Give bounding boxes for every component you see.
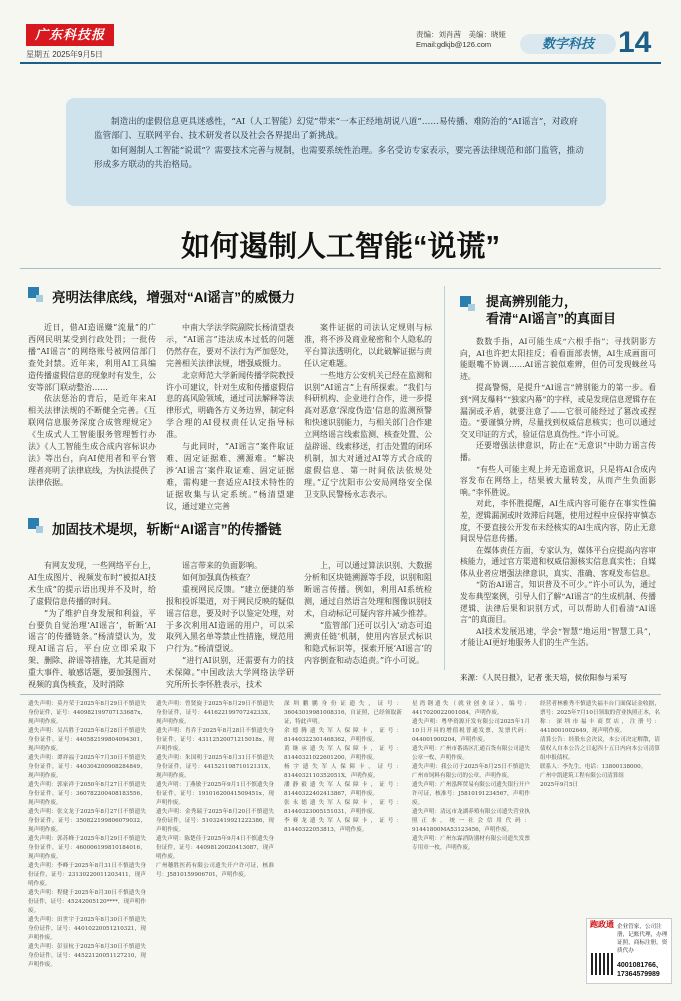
notice-column-4 (412, 700, 530, 853)
notice-item: 遗失声明：金秀瑞于2025年8月20日不慎遗失身份证件，证号：51032419921222386，现声明作废。 (156, 809, 274, 833)
qr-code-icon (591, 953, 613, 975)
section-marker-icon (36, 526, 43, 533)
section1-title: 亮明法律底线，增强对“AI谣言”的威慑力 (52, 290, 295, 305)
notice-item: 李赛龙遗失军人保障卡，证号：81440322053813，声明作废。 (284, 818, 402, 833)
notice-item: 遗失声明：吴昌胜于2025年8月28日不慎遗失身份证件，证号：440582199804094301，现声明作废。 (28, 728, 146, 752)
section-marker-icon (36, 295, 43, 302)
article-paragraph: 还要增强法律意识，防止在“无意识”中助力谣言传播。 (460, 441, 656, 462)
notice-column-2 (156, 700, 274, 880)
notice-item: 遗失声明：谭祥福于2025年7月30日不慎遗失身份证件，证号：440304200908284849，现声明作废。 (28, 755, 146, 779)
intro-box (66, 98, 606, 206)
notice-item: 经营者林雅秀不慎遗失福丰台门面保证金收据，票号：2025年7月10日领取的营业执照正本，名称：深圳市福丰商贸店，注册号：4418001002649，现声明作废。 (540, 701, 661, 734)
article-paragraph: 如何加强真伪核查？ (182, 572, 254, 582)
email-line: Email:gdkjb@126.com (416, 40, 492, 49)
article-source: 来源：《人民日报》，记者 张天培，侯依阳参与采写 (460, 673, 628, 682)
article-paragraph: 谣言带来的负面影响。 (182, 561, 262, 570)
article-paragraph: 提高警惕，是提升“AI谣言”辨别能力的第一步。看到“网友爆料”“独家内幕”的字样，或是发现信息逻辑存在漏洞或矛盾，就要注意了——它很可能经过了篡改或捏造。“要谨慎分辨，尽量找到权威信息核实；也可以通过交叉印证的方式，验证信息真伪性。”许小可说。 (460, 383, 656, 439)
article-paragraph: “防治AI谣言，知识普及不可少。”许小可认为，通过发布典型案例，引导人们了解“AI谣言”的生成机制、传播逻辑、法律后果和识别方式，可以帮助人们看清“AI谣言”的真面目。 (460, 580, 657, 625)
article-paragraph: 近日，借AI造谣赚“流量”的广西网民明某受到行政处罚；一批传播“AI谣言”的网络账号被网信部门查处封禁。近年来，利用AI工具编造传播虚假信息的现象时有发生，公安等部门联动整治…… (28, 323, 156, 392)
intro-paragraph: 如何遏制人工智能“说谎”？需要技术完善与规制，也需要系统性治理。多名受访专家表示，要完善法律规范和部门监管，推动形成多方联动的共治格局。 (94, 146, 584, 170)
ad-text: 企业管家，公司注册，记账代理，办理证照，商标注册，资质代办 (617, 924, 668, 954)
notice-item: 遗失声明：清远市龙湖养殖有限公司遗失营业执照正本，统一社会信用代码：91441800MA53123456，声明作废。 (412, 809, 530, 833)
notice-item: 星湾钢遗失（就业创业证），编号：4417020022001084，声明作废。 (412, 701, 530, 716)
notice-item: 遗失声明：我公司于2025年8月25日不慎遗失广州市饲料有限公司的公章，声明作废。 (412, 764, 530, 779)
article-paragraph: AI技术发展迅速，学会“智慧”地运用“智慧工具”，才能让AI更好地服务人们的生产生活。 (460, 626, 656, 648)
notice-item: 遗失声明：朱国明于2025年8月31日不慎遗失身份证件，证号：44152119871012131X，现声明作废。 (156, 755, 274, 779)
notice-item: 遗失声明：郭家祥于2050年8月27日不慎遗失身份证件，证号：360782200408183556，现声明作废。 (28, 782, 146, 806)
article-paragraph: 有网友发现，一些网络平台上，AI生成图片、视频发布时“被拟AI技术生成”的提示语出现并不及时，给了虚假信息传播的时间。 (28, 561, 156, 606)
editors-line: 责编：刘肖茜 美编：晓娅 (416, 30, 506, 39)
notice-item: 遗失声明：郭苏峰于2025年8月29日不慎遗失身份证件，证号：460006199810184016，现声明作废。 (28, 836, 146, 860)
notice-item: 遗失声明：广州市番禺区汇通百货有限公司遗失公章一枚，声明作废。 (412, 746, 530, 761)
article-paragraph: 案件证据的司法认定规则与标准，将不涉及商业秘密和个人隐私的平台算法透明化，以此破解证据与责任认定难题。 (304, 323, 432, 368)
date-line: 星期五 2025年9月5日 (26, 50, 103, 59)
notice-item: 遗失声明：陈楚佳于2025年9月4日不慎遗失身份证件，证号：44098120020413087，现声明作废。 (156, 836, 274, 860)
section2-title: 加固技术堤坝，斩断“AI谣言”的传播链 (52, 522, 282, 537)
article-paragraph: 中南大学法学院副院长杨清望表示，“AI谣言”违法成本过低的问题仍然存在，要对不法行为严加惩处，完善相关法律法规，增强威慑力。 (166, 323, 294, 368)
page-headline: 如何遏制人工智能“说谎” (180, 231, 500, 263)
notice-item: 遗失声明：曾贤旋于2025年8月29日不慎遗失身份证件，证号：44162219970724233X，现声明作废。 (156, 701, 274, 725)
notice-item: 遗失声明：彭显杭于2025年8月30日不慎遗失身份证件，证号：44522120051127210，现声明作废。 (28, 944, 146, 968)
notice-item: 遗失声明：程健于2025年8月30日不慎遗失身份证件，证号：45242005120****，现声明作废。 (28, 890, 146, 914)
section-marker-icon (468, 304, 475, 311)
notice-item: 联系人：李先生，电话：13800138000。 (540, 764, 647, 770)
article-paragraph: 一些地方公安机关已经在监测和识别“AI谣言”上有所探索。“我们与科研机构、企业进行合作，进一步提高对恶意‘深度伪造’信息的监测预警和快速识别能力，与相关部门合作建立网络谣言线索监测、核查处置、公益辟谣、线索移送，打击处置的闭环机制，加大对通过AI等方式合成的虚假信息、第一时间依法依规处理。”辽宁沈阳市公安局网络安全保卫支队民警杨永志表示。 (304, 370, 432, 499)
intro-paragraph: 制造出的虚假信息更具迷惑性，“AI（人工智能）幻觉”带来“一本正经地胡说八道”……易传播、难防治的“AI谣言”，对政府监管部门、互联网平台、技术研发者以及社会各界提出了新挑战。 (94, 117, 578, 141)
notice-item: 潘静毅遗失军人保障卡，证号：81440322402413867，声明作废。 (284, 782, 402, 797)
article-paragraph: “监管部门还可以引入‘动态可追溯责任链’机制，使用内容层式标识和隐式标识等，探索开展‘AI谣言’的内容倒查和动态追责。”许小可说。 (304, 620, 432, 666)
notice-column-3 (284, 700, 402, 835)
article-paragraph: 数数手指，AI可能生成“六根手指”；寻找阴影方向，AI也许把太阳挂反；看看面部表情，AI生成画面可能眼嘴不协调……AI谣言貌似难辨，但仍可发现蛛丝马迹。 (460, 337, 656, 381)
article-paragraph: “有些人可能主观上并无造谣意识，只是将AI合成内容发布在网络上，结果被大量转发，从而产生负面影响。”李怀胜说。 (460, 464, 656, 497)
notice-item: 遗失声明：广州东霖消防器材有限公司遗失发票专用章一枚，声明作废。 (412, 836, 530, 851)
ad-title: 跑政通 (590, 920, 614, 929)
advertisement (586, 918, 672, 984)
notice-item: 黄继承遗失军人保障卡，证号：81440321022601200，声明作废。 (284, 746, 402, 761)
section3-title-line: 提高辨别能力， (486, 294, 578, 309)
notice-item: 广州穗胜医药有限公司遗失开户许可证，核准号：J5810159906701，声明作废。 (156, 863, 274, 878)
column-divider (444, 286, 445, 670)
article-paragraph: 与此同时，“AI谣言”案件取证难、固定证据难、溯源难。“解决涉‘AI谣言’案件取证难、固定证据难，需构建一套适应AI技术特性的证据收集与认定系统。”杨清望建议，通过建立完善 (166, 442, 294, 511)
article-paragraph: 上，可以通过算法识别、大数据分析和区块链溯源等手段，识别和阻断谣言传播。例如，利用AI系统检测，通过自然语言处理和图像识别技术，自动标记可疑内容并减少推荐。 (304, 561, 432, 618)
section2-column-2 (166, 560, 294, 691)
notice-item: 遗失声明：李峰于2025年8月31日不慎遗失身份证件，证号：23130220011203411，现声明作废。 (28, 863, 146, 887)
notice-item: 张永德遗失军人保障卡，证号：81440323005151031，声明作废。 (284, 800, 402, 815)
notice-item: 遗失声明：肖乔于2025年8月28日不慎遗失身份证件，证号：43112520071215018x，现声明作废。 (156, 728, 274, 752)
notice-item: 余德腾遗失军人保障卡，证号：81440322301468362，声明作废。 (284, 728, 402, 743)
article-paragraph: 对此，李怀胜提醒，AI生成内容可能存在事实性偏差，逻辑漏洞或时效滞后问题，使用过程中应保持审慎态度，不要直接公开发布未经核实的AI生成内容，防止无意间误导信息传播。 (460, 499, 656, 544)
headline-rule (20, 268, 661, 269)
notice-column-5 (540, 700, 660, 790)
section3-column (460, 336, 656, 649)
section1-column-2 (166, 322, 294, 513)
section3-title-line: 看清“AI谣言”的真面目 (486, 311, 617, 326)
article-paragraph: “进行AI识别，还需要有力的技术保障。”中国政法大学网络法学研究所所长李怀胜表示，技术 (166, 656, 294, 690)
section2-column-3 (304, 560, 432, 667)
article-paragraph: 依法惩治的背后，是近年来AI相关法律法规的不断健全完善。《互联网信息服务深度合成管理规定》《生成式人工智能服务管理暂行办法》《人工智能生成合成内容标识办法》等出台，向AI使用者和平台管理者亮明了法律底线，为执法提供了法律依据。 (28, 394, 156, 487)
article-paragraph: “为了维护自身发展和利益，平台要负自觉治理‘AI谣言’，斩断‘AI谣言’的传播链条。”杨清望认为，发现AI谣言后，平台应立即采取下架、删除、辟谣等措施，尤其是面对重大事件、敏感话题，要加强图片、视频的真伪核查，及时消除 (28, 608, 156, 690)
notice-item: 遗失声明：广州泓辉贸易有限公司遗失银行开户许可证，核准号：J5810191234567，声明作废。 (412, 782, 530, 806)
section3-title (486, 293, 616, 327)
section1-column-3 (304, 322, 432, 501)
header-rule (20, 62, 661, 64)
paper-logo: 广东科技报 (26, 24, 114, 46)
notice-item: 遗失声明：田世宇于2025年8月30日不慎遗失身份证件，证号：44010220051210321，现声明作废。 (28, 917, 146, 941)
notice-item: 遗失声明：张文龙于2025年8月27日不慎遗失身份证件，证号：350822199806079032，现声明作废。 (28, 809, 146, 833)
notice-column-1 (28, 700, 146, 970)
article-paragraph: 重视网民反馈。“建立便捷的举报和投诉渠道，对于网民反映的疑似谣言信息，要及时予以鉴定处理，对于多次利用AI造谣的用户，可以采取列入黑名单等禁止性措施，规范用户行为。”杨清望说。 (166, 584, 294, 654)
editor-block (416, 30, 506, 50)
notice-item: 遗失声明：粤华资源开发有限公司2025年1月10日开具的增值税普通发票，发票代码：044001900204，声明作废。 (412, 719, 530, 743)
notice-item: 2025年9月5日 (540, 782, 579, 788)
section1-column-1 (28, 322, 156, 489)
article-paragraph: 在媒体责任方面，专家认为，媒体平台应提高内容审核能力，通过官方渠道和权威信源核实信息真实性；自媒体从业者应增强法律意识，真实、准确、客观发布信息。 (460, 545, 656, 578)
notice-item: 广州中凯建筑工程有限公司清算组 (540, 773, 624, 779)
section-label: 数字科技 (520, 34, 616, 54)
ad-phone: 4001081766、17364579989 (617, 962, 663, 978)
notice-item: 深圳鹏鹏身份证遗失，证号：36043019981008316，自证照，已经领取新证，特此声明。 (284, 701, 402, 725)
page-number: 14 (618, 26, 652, 59)
notice-item: 遗失声明：莫丹荣于2025年8月29日不慎遗失身份证件，证号：440982199707133687x，现声明作废。 (28, 701, 146, 725)
section2-column-1 (28, 560, 156, 691)
notice-item: 杨宇遗失军人保障卡，证号：8144032110352051X，声明作废。 (284, 764, 402, 779)
article-paragraph: 北京师范大学新闻传播学院教授许小可建议，针对生成和传播虚假信息的高风险领域，通过司法解释等法律形式，明确各方义务边界，制定科学合理的AI侵权责任认定指导标准。 (166, 370, 294, 440)
notice-item: 遗失声明：丁燕敏于2025年9月1日不慎遗失身份证件，证号：19101620041509451x，现声明作废。 (156, 782, 274, 806)
notice-item: 清算公告：经股东会决议，本公司决定解散，请债权人自本公告之日起四十五日内向本公司清算组申报债权。 (540, 737, 660, 761)
